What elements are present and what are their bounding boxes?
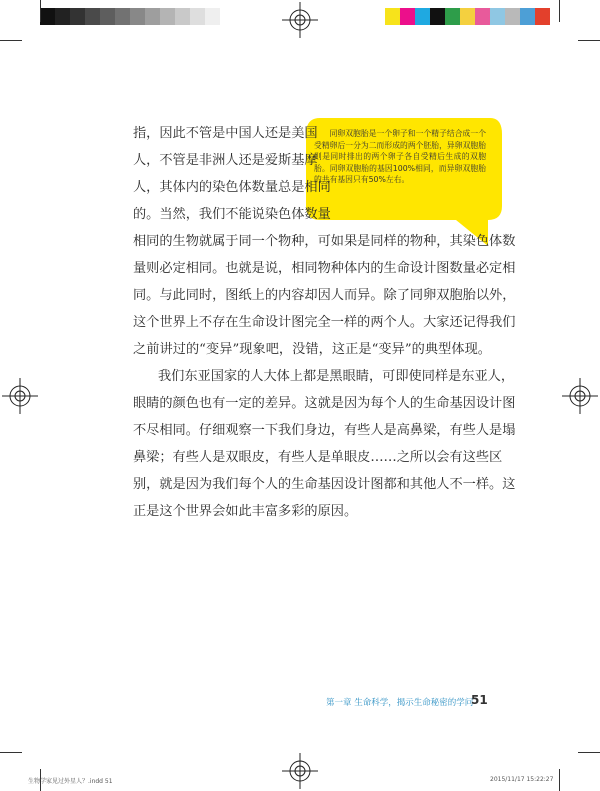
- crop-mark: [40, 0, 41, 22]
- body-line: 不尽相同。仔细观察一下我们身边，有些人是高鼻梁，有些人是塌: [133, 423, 516, 438]
- color-swatch: [175, 8, 190, 25]
- crop-mark: [559, 769, 560, 791]
- body-line: 人，其体内的染色体数量总是相同: [133, 180, 331, 195]
- color-swatch: [40, 8, 55, 25]
- body-line: 之前讲过的“变异”现象吧，没错，这正是“变异”的典型体现。: [133, 342, 491, 357]
- crop-mark: [578, 40, 600, 41]
- color-bar-grayscale: [40, 8, 220, 25]
- color-swatch: [445, 8, 460, 25]
- color-swatch: [430, 8, 445, 25]
- crop-mark: [0, 752, 22, 753]
- color-swatch: [205, 8, 220, 25]
- color-bar-cmyk: [385, 8, 565, 25]
- color-swatch: [535, 8, 550, 25]
- running-footer-section-title: 第一章 生命科学，揭示生命秘密的学问: [326, 698, 474, 708]
- registration-mark-right: [562, 378, 598, 414]
- body-line: 人，不管是非洲人还是爱斯基摩: [133, 153, 318, 168]
- color-swatch: [550, 8, 565, 25]
- body-line: 眼睛的颜色也有一定的差异。这就是因为每个人的生命基因设计图: [133, 396, 516, 411]
- page-number: 51: [471, 693, 488, 707]
- body-line: 相同的生物就属于同一个物种，可如果是同样的物种，其染色体数: [133, 234, 516, 249]
- crop-mark: [578, 752, 600, 753]
- color-swatch: [490, 8, 505, 25]
- registration-mark-left: [2, 378, 38, 414]
- color-swatch: [385, 8, 400, 25]
- color-swatch: [460, 8, 475, 25]
- color-swatch: [475, 8, 490, 25]
- body-line: 鼻梁；有些人是双眼皮，有些人是单眼皮……之所以会有这些区: [133, 450, 503, 465]
- color-swatch: [130, 8, 145, 25]
- color-swatch: [190, 8, 205, 25]
- body-line: 我们东亚国家的人大体上都是黑眼睛，可即使同样是东亚人，: [158, 369, 515, 384]
- crop-mark: [559, 0, 560, 22]
- color-swatch: [100, 8, 115, 25]
- body-line: 别，就是因为我们每个人的生命基因设计图都和其他人不一样。这: [133, 477, 516, 492]
- color-swatch: [145, 8, 160, 25]
- body-line: 量则必定相同。也就是说，相同物种体内的生命设计图数量必定相: [133, 261, 516, 276]
- color-swatch: [55, 8, 70, 25]
- color-swatch: [160, 8, 175, 25]
- registration-mark-bottom: [282, 753, 318, 789]
- color-swatch: [70, 8, 85, 25]
- body-line: 正是这个世界会如此丰富多彩的原因。: [133, 504, 358, 519]
- registration-mark-top: [282, 2, 318, 38]
- file-slug: 生物学家见过外星人？.indd 51: [28, 778, 113, 785]
- color-swatch: [415, 8, 430, 25]
- callout-text: 同卵双胞胎是一个卵子和一个精子结合成一个受精卵后一分为二而形成的两个胚胎，异卵双胞胎则是同时排出的两个卵子各自受精后生成的双胞胎。同卵双胞胎的基因100%相同，而异卵双胞胎的共有基因只有50%左右。: [314, 129, 486, 185]
- color-swatch: [400, 8, 415, 25]
- body-line: 的。当然，我们不能说染色体数量: [133, 207, 331, 222]
- color-swatch: [115, 8, 130, 25]
- body-line: 指，因此不管是中国人还是美国: [133, 126, 318, 141]
- color-swatch: [505, 8, 520, 25]
- body-line: 这个世界上不存在生命设计图完全一样的两个人。大家还记得我们: [133, 315, 516, 330]
- crop-mark: [0, 40, 22, 41]
- color-swatch: [520, 8, 535, 25]
- body-line: 同。与此同时，图纸上的内容却因人而异。除了同卵双胞胎以外，: [133, 288, 516, 303]
- timestamp-slug: 2015/11/17 15:22:27: [490, 776, 554, 783]
- color-swatch: [85, 8, 100, 25]
